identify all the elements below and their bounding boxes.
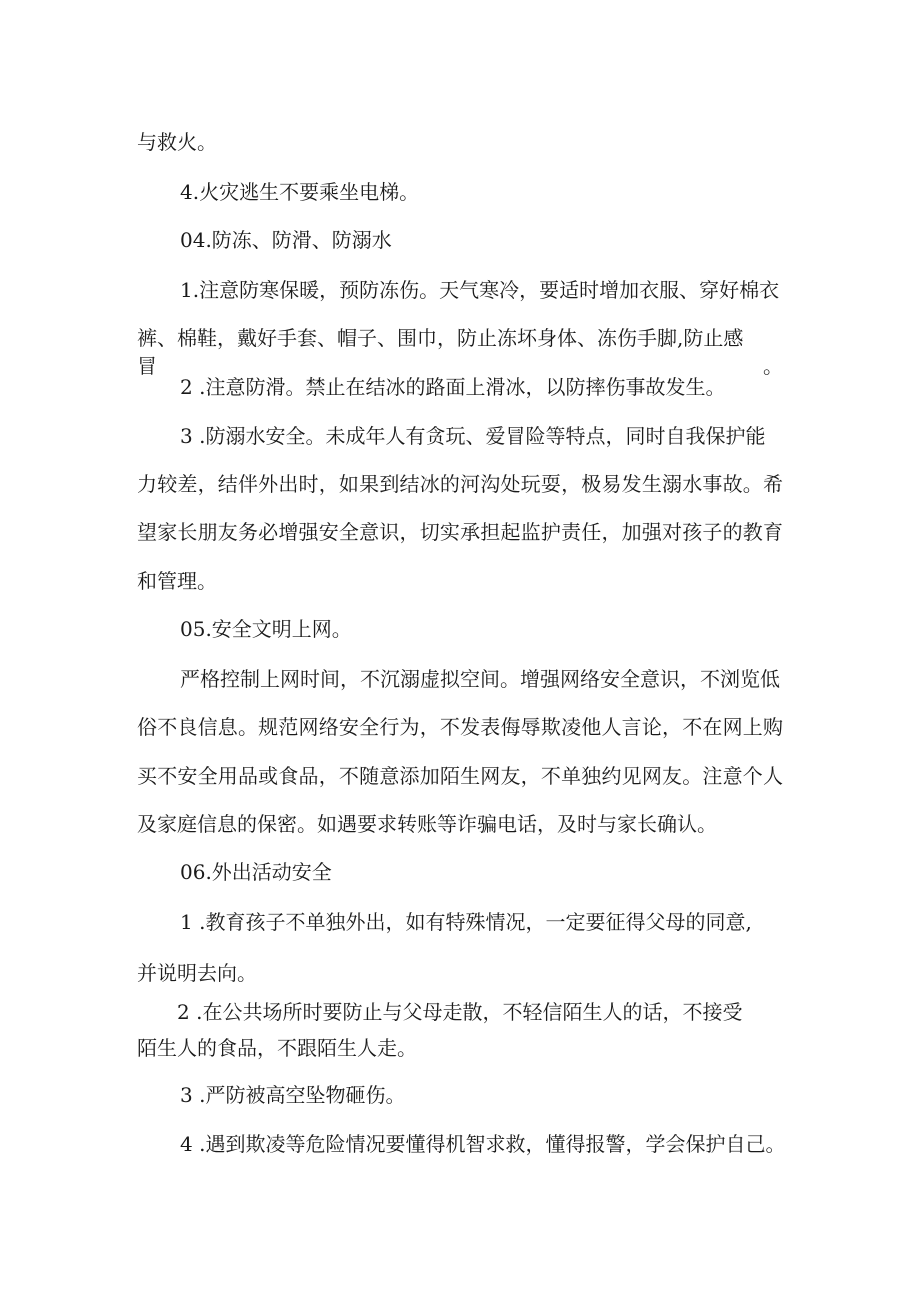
paragraph-line: 3 .严防被高空坠物砸伤。 [180, 1083, 406, 1107]
paragraph-line: 陌生人的食品，不跟陌生人走。 [137, 1036, 417, 1060]
paragraph-line: 1 .教育孩子不单独外出，如有特殊情况，一定要征得父母的同意, [180, 910, 752, 934]
paragraph-line: 2 .注意防滑。禁止在结冰的路面上滑冰，以防摔伤事故发生。 [180, 375, 726, 399]
paragraph-line: 买不安全用品或食品，不随意添加陌生网友，不单独约见网友。注意个人 [137, 764, 783, 788]
paragraph-line: 4.火灾逃生不要乘坐电梯。 [180, 180, 420, 204]
paragraph-line: 3 .防溺水安全。未成年人有贪玩、爱冒险等特点，同时自我保护能 [180, 424, 766, 448]
paragraph-line: 严格控制上网时间，不沉溺虚拟空间。增强网络安全意识，不浏览低 [180, 667, 780, 691]
paragraph-line: 2 .在公共场所时要防止与父母走散，不轻信陌生人的话，不接受 [177, 1000, 743, 1024]
paragraph-line: 俗不良信息。规范网络安全行为，不发表侮辱欺凌他人言论，不在网上购 [137, 715, 783, 739]
paragraph-line: 4 .遇到欺凌等危险情况要懂得机智求救，懂得报警，学会保护自己。 [180, 1132, 786, 1156]
paragraph-line: 1.注意防寒保暖，预防冻伤。天气寒冷，要适时增加衣服、穿好棉衣 [180, 278, 780, 302]
paragraph-line: 及家庭信息的保密。如遇要求转账等诈骗电话，及时与家长确认。 [137, 812, 717, 836]
section-heading: 06.外出活动安全 [180, 860, 332, 884]
paragraph-line: 望家长朋友务必增强安全意识，切实承担起监护责任，加强对孩子的教育 [137, 520, 783, 544]
paragraph-line: 与救火。 [137, 130, 217, 154]
section-heading: 05.安全文明上网。 [180, 617, 352, 641]
paragraph-line: 并说明去向。 [137, 961, 257, 985]
section-heading: 04.防冻、防滑、防溺水 [180, 228, 392, 252]
paragraph-line: 力较差，结伴外出时，如果到结冰的河沟处玩耍，极易发生溺水事故。希 [137, 472, 783, 496]
paragraph-line: 和管理。 [137, 569, 217, 593]
paragraph-line: 裤、棉鞋，戴好手套、帽子、围巾，防止冻坏身体、冻伤手脚,防止感冒。 [137, 326, 783, 378]
